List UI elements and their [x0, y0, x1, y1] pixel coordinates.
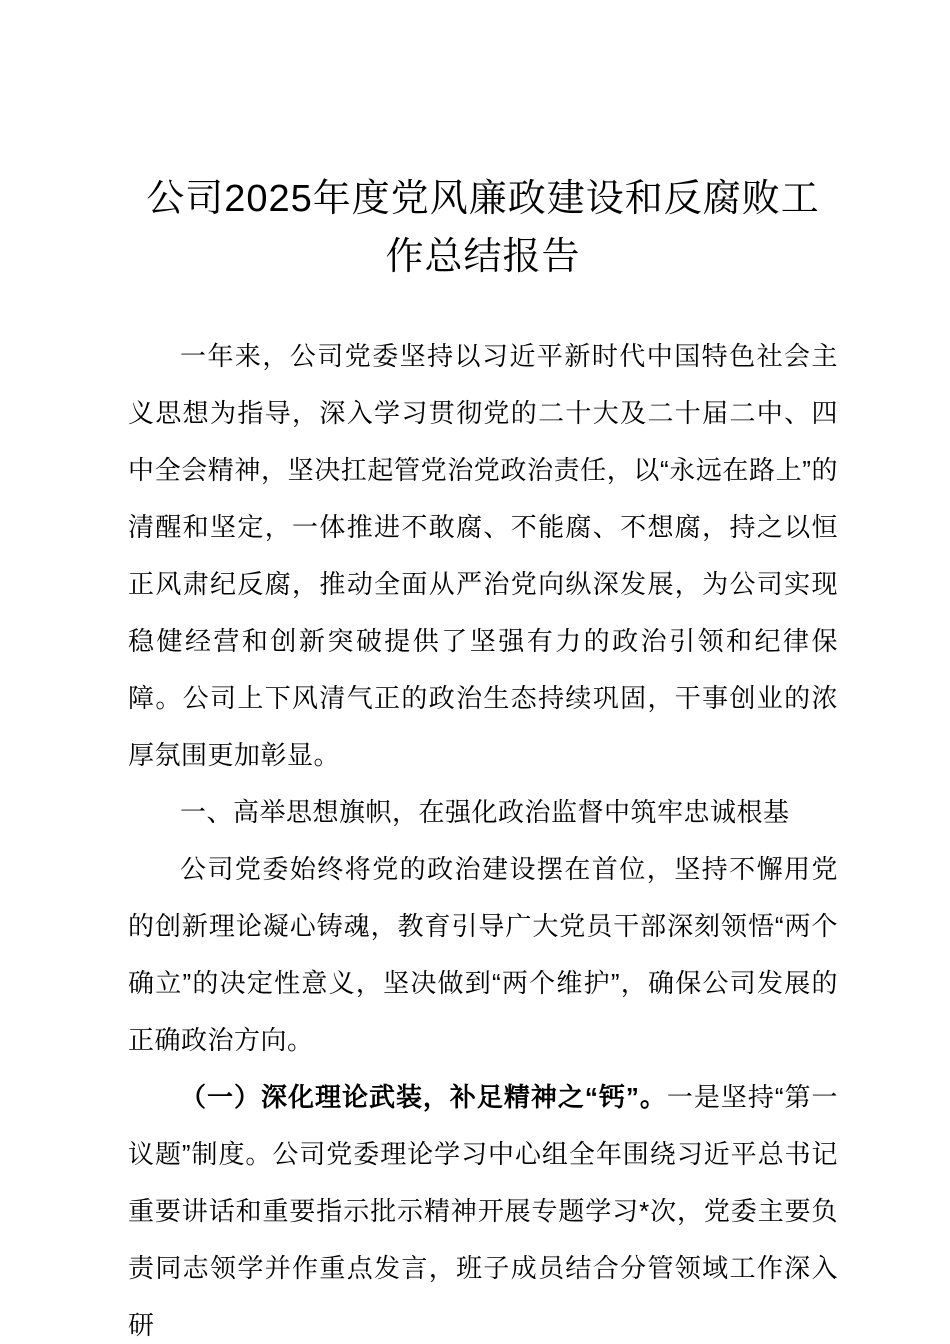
document-title: 公司2025年度党风廉政建设和反腐败工作总结报告: [146, 178, 820, 278]
bold-lead-text: （一）深化理论武装，补足精神之“钙”。: [180, 1082, 667, 1112]
body-paragraph: 公司党委始终将党的政治建设摆在首位，坚持不懈用党的创新理论凝心铸魂，教育引导广大党员干部深刻领悟“两个确立”的决定性意义，坚决做到“两个维护”，确保公司发展的正确政治方向。: [128, 854, 838, 1055]
section-heading-1: 一、高举思想旗帜，在强化政治监督中筑牢忠诚根基: [180, 797, 790, 827]
paragraph-continuation-text: 一是坚持“第一议题”制度。公司党委理论学习中心组全年围绕习近平总书记重要讲话和重要指示批示精神开展专题学习*次，党委主要负责同志领学并作重点发言，班子成员结合分管领域工作深入研: [128, 1082, 838, 1340]
body-paragraph-with-bold-lead: [128, 1069, 838, 1344]
intro-paragraph: 一年来，公司党委坚持以习近平新时代中国特色社会主义思想为指导，深入学习贯彻党的二十大及二十届二中、四中全会精神，坚决扛起管党治党政治责任，以“永远在路上”的清醒和坚定，一体推进不敢腐、不能腐、不想腐，持之以恒正风肃纪反腐，推动全面从严治党向纵深发展，为公司实现稳健经营和创新突破提供了坚强有力的政治引领和纪律保障。公司上下风清气正的政治生态持续巩固，干事创业的浓厚氛围更加彰显。: [128, 341, 838, 770]
